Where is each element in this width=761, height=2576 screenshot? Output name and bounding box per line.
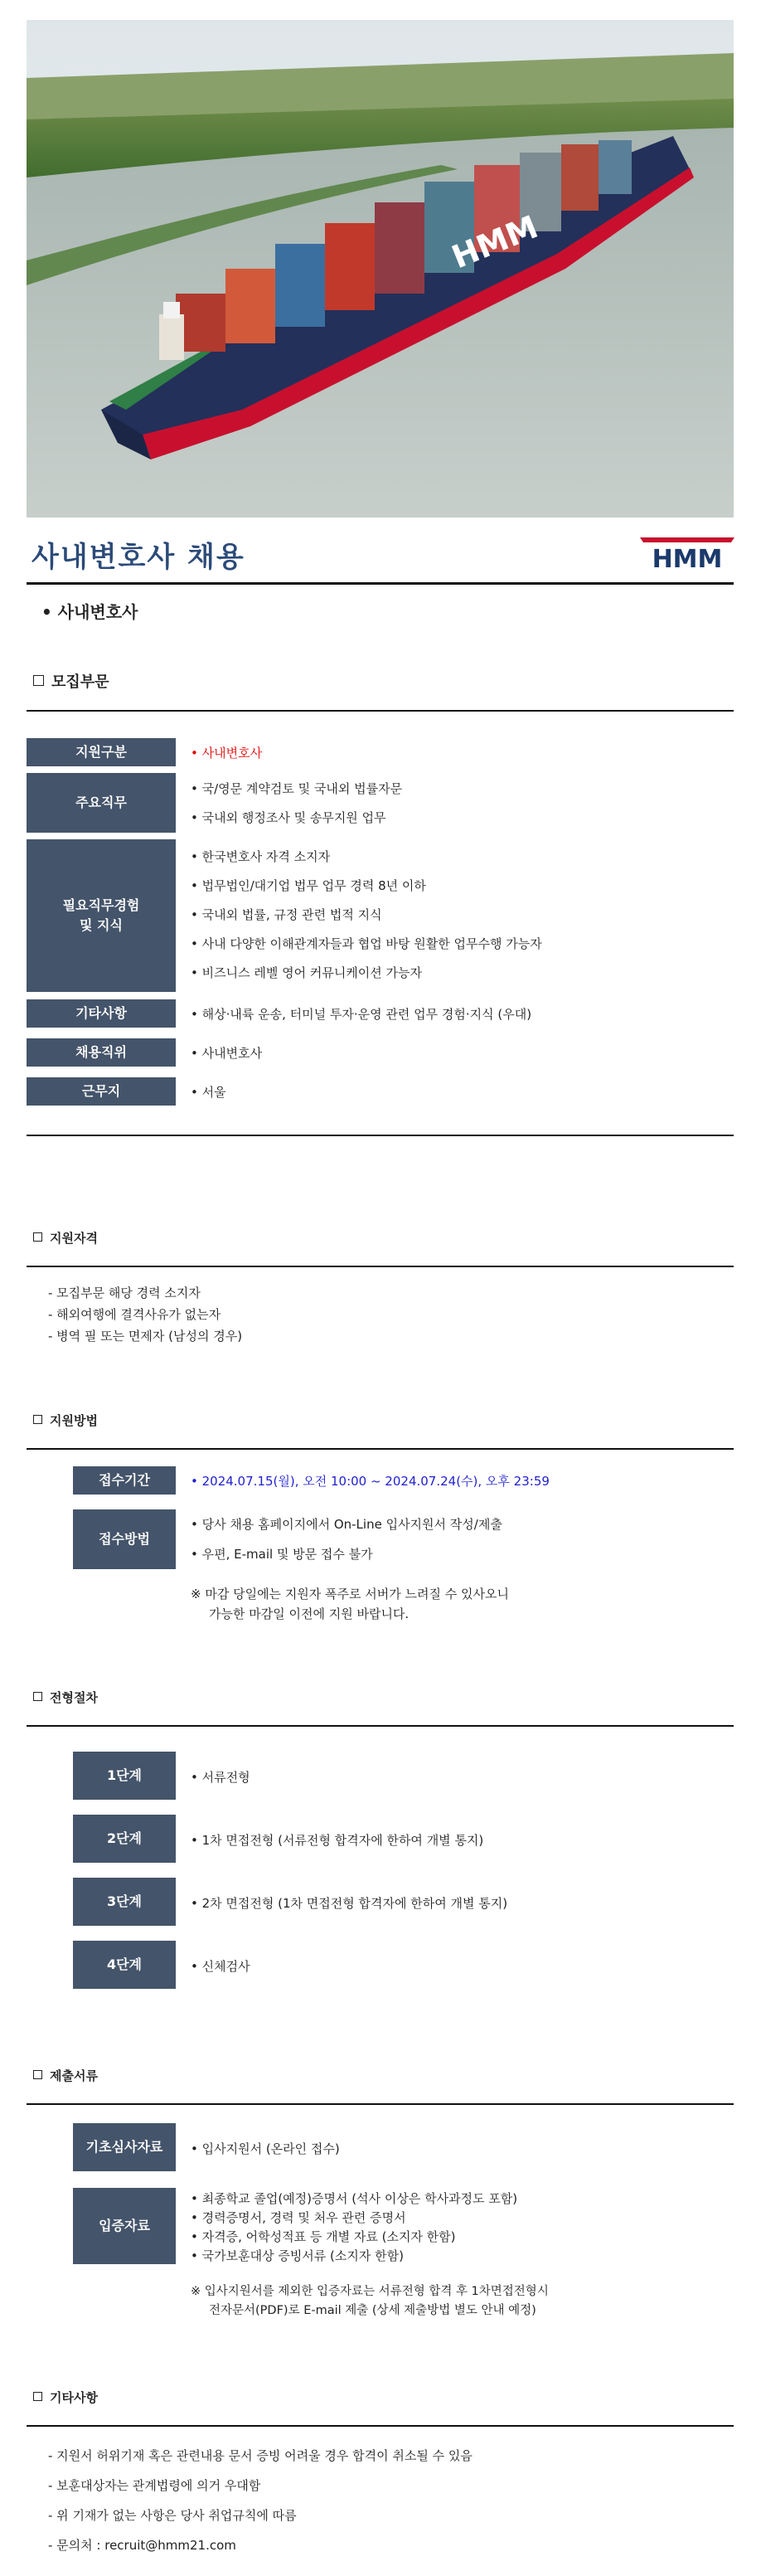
square-bullet-icon [33,1232,42,1242]
section-rule [27,2103,734,2105]
section-recruit-heading [33,670,109,692]
label-line: 필요직무경험 [62,897,140,913]
value-basic-docs: • 입사지원서 (온라인 접수) [191,2141,340,2156]
label-location: 근무지 [27,1077,176,1106]
eligibility-item: - 병역 필 또는 면제자 (남성의 경우) [48,1329,243,1344]
title-rule [27,582,734,585]
step-value: • 2차 면접전형 (1차 면접전형 합격자에 한하여 개별 통지) [191,1896,508,1911]
page-title: 사내변호사 채용 [32,541,245,574]
proof-item: • 경력증명서, 경력 및 처우 관련 증명서 [191,2210,406,2225]
value-position: • 사내변호사 [191,1046,263,1061]
section-other-heading [33,2389,98,2406]
eligibility-item: - 해외여행에 결격사유가 없는자 [48,1307,221,1322]
qual-item: • 비즈니스 레벨 영어 커뮤니케이션 가능자 [191,965,423,980]
value-period: • 2024.07.15(월), 오전 10:00 ~ 2024.07.24(수), 오후 23:59 [191,1474,550,1489]
eligibility-item: - 모집부문 해당 경력 소지자 [48,1286,201,1300]
step-value: • 신체검사 [191,1959,250,1974]
hmm-logo [638,531,736,572]
step-label: 2단계 [73,1815,176,1863]
qual-item: • 사내 다양한 이해관계자들과 협업 바탕 원활한 업무수행 가능자 [191,936,542,951]
label-basic-docs: 기초심사자료 [73,2123,176,2171]
qual-item: • 한국변호사 자격 소지자 [191,849,331,864]
label-qualification [27,839,176,992]
proof-item: • 국가보훈대상 증빙서류 (소지자 한함) [191,2248,404,2263]
section-title: 제출서류 [50,2068,98,2083]
section-title: 기타사항 [50,2390,98,2405]
value-etc: • 해상·내륙 운송, 터미널 투자·운영 관련 업무 경험·지식 (우대) [191,1007,532,1022]
section-rule [27,2425,734,2427]
label-etc: 기타사항 [27,999,176,1028]
label-period: 접수기간 [73,1466,176,1495]
label-position: 채용직위 [27,1038,176,1067]
ship-hull-text: HMM [446,208,543,276]
section-rule [27,1266,734,1267]
step-label: 1단계 [73,1752,176,1800]
method-item: • 우편, E-mail 및 방문 접수 불가 [191,1547,373,1562]
section-title: 지원자격 [50,1231,98,1246]
proof-item: • 최종학교 졸업(예정)증명서 (석사 이상은 학사과정도 포함) [191,2191,518,2206]
section-process-heading [33,1689,98,1706]
qual-item: • 법무법인/대기업 법무 업무 경력 8년 이하 [191,878,426,893]
proof-item: • 자격증, 어학성적표 등 개별 자료 (소지자 한함) [191,2229,456,2244]
section-rule [27,710,734,712]
other-item: - 지원서 허위기재 혹은 관련내용 문서 증빙 어려울 경우 합격이 취소될 수 있음 [48,2448,473,2463]
apply-note [191,1584,509,1624]
duty-item: • 국/영문 계약검토 및 국내외 법률자문 [191,781,403,796]
container-ship-illustration [27,20,734,518]
note-line: 가능한 마감일 이전에 지원 바랍니다. [209,1606,410,1621]
job-title: • 사내변호사 [41,602,138,622]
label-proof-docs: 입증자료 [73,2188,176,2264]
section-title: 전형절차 [50,1690,98,1705]
section-documents-heading [33,2067,98,2084]
square-bullet-icon [33,2392,42,2401]
step-label: 3단계 [73,1878,176,1926]
section-eligibility-heading [33,1229,98,1247]
square-bullet-icon [33,1692,42,1701]
note-line: ※ 마감 당일에는 지원자 폭주로 서버가 느려질 수 있사오니 [191,1587,509,1601]
section-rule [27,1725,734,1727]
qual-item: • 국내외 법률, 규정 관련 법적 지식 [191,907,382,922]
contact-email[interactable]: - 문의처 : recruit@hmm21.com [48,2538,236,2553]
title-row [32,531,736,581]
step-label: 4단계 [73,1941,176,1989]
value-division: • 사내변호사 [191,746,263,761]
other-item: - 보훈대상자는 관계법령에 의거 우대함 [48,2478,261,2493]
section-apply-heading [33,1412,98,1429]
section-title: 지원방법 [50,1413,98,1428]
method-item: • 당사 채용 홈페이지에서 On-Line 입사지원서 작성/제출 [191,1517,502,1532]
other-item: - 위 기재가 없는 사항은 당사 취업규칙에 따름 [48,2508,297,2523]
value-location: • 서울 [191,1085,226,1100]
note-line: ※ 입사지원서를 제외한 입증자료는 서류전형 합격 후 1차면접전형시 [191,2285,549,2298]
label-line: 및 지식 [80,917,123,933]
hero-ship-image [27,20,734,518]
label-division: 지원구분 [27,738,176,766]
step-value: • 1차 면접전형 (서류전형 합격자에 한하여 개별 통지) [191,1833,484,1848]
label-duties: 주요직무 [27,773,176,833]
label-method: 접수방법 [73,1509,176,1569]
duty-item: • 국내외 행정조사 및 송무지원 업무 [191,810,386,825]
square-bullet-icon [33,675,44,686]
section-title: 모집부문 [51,673,109,691]
section-end-rule [27,1135,734,1136]
section-rule [27,1448,734,1450]
step-value: • 서류전형 [191,1770,250,1785]
note-line: 전자문서(PDF)로 E-mail 제출 (상세 제출방법 별도 안내 예정) [209,2304,536,2318]
square-bullet-icon [33,1415,42,1424]
square-bullet-icon [33,2070,42,2079]
documents-note [191,2282,549,2321]
logo-text: HMM [652,545,723,572]
